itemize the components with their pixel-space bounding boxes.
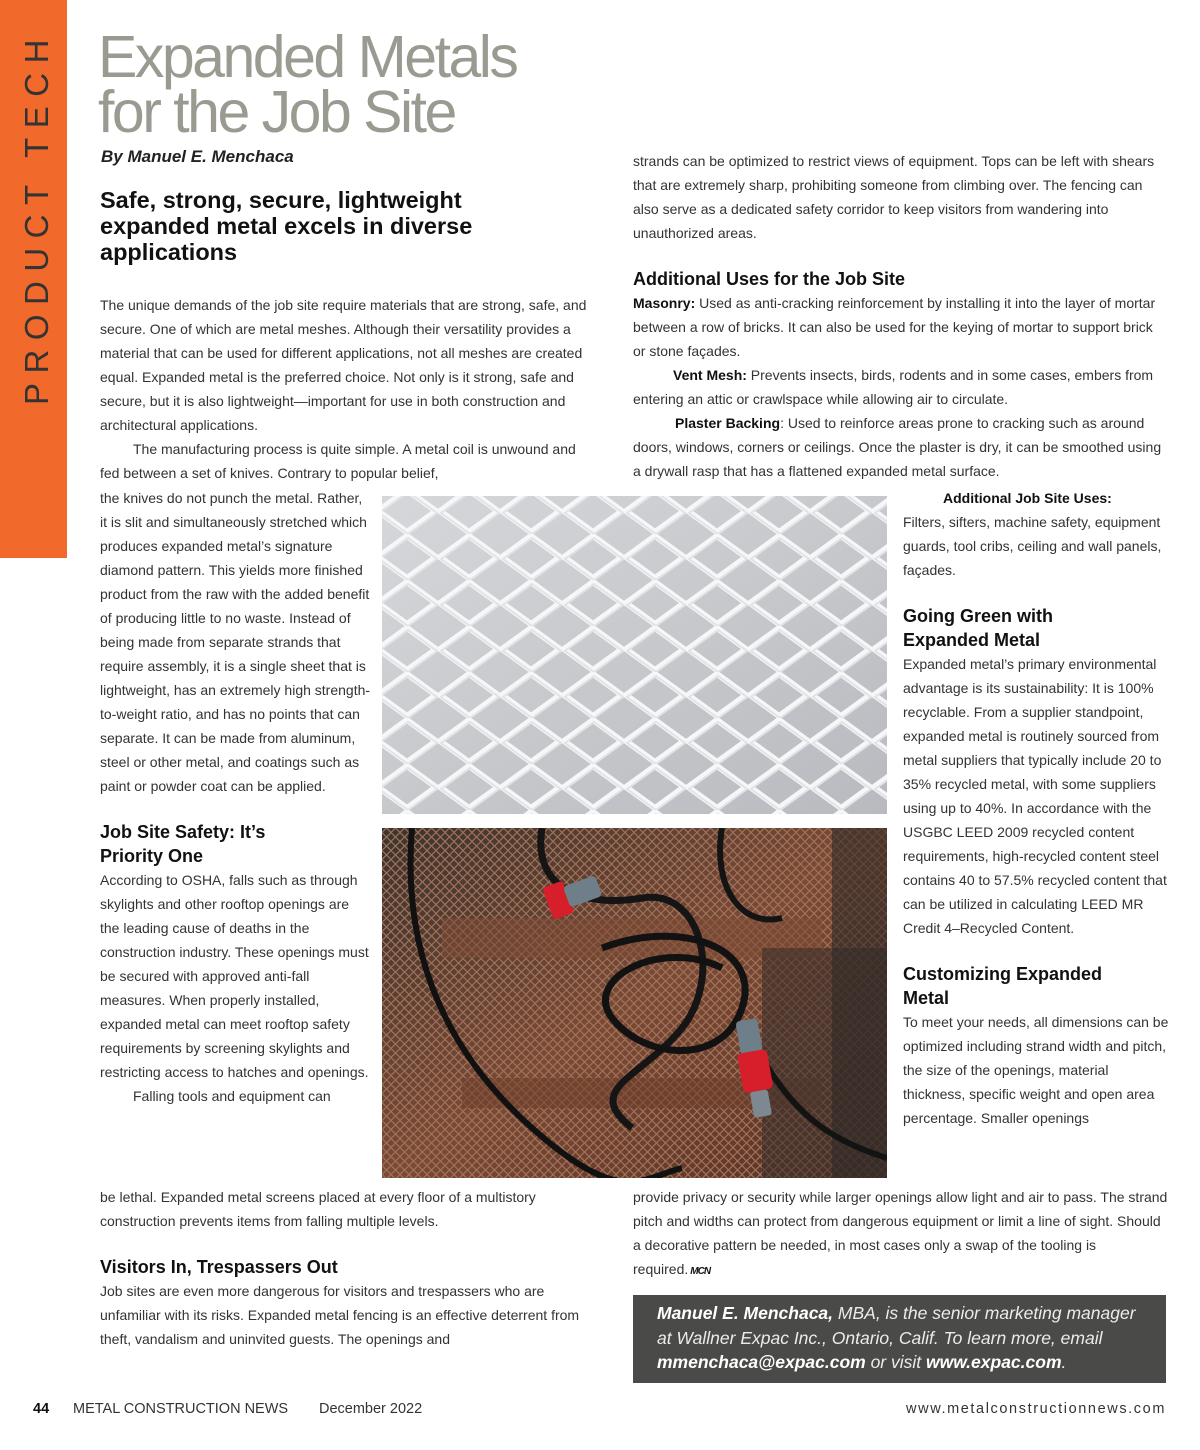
bio-text: .: [1061, 1352, 1067, 1372]
col2-lower: [633, 1185, 1168, 1284]
plaster-label: Plaster Backing: [675, 415, 781, 431]
expanded-metal-mesh-photo: [382, 496, 887, 814]
mesh-pattern-image: [382, 496, 887, 814]
bio-website-link[interactable]: www.expac.com: [926, 1352, 1062, 1372]
bio-text: MBA, is the senior marketing manager at Wallner Expac Inc., Ontario, Calif. To learn more, email: [657, 1303, 1136, 1348]
paragraph: be lethal. Expanded metal screens placed at every floor of a multistory construction prevents items from falling multiple levels.: [100, 1189, 536, 1229]
paragraph: Expanded metal’s primary environmental advantage is its sustainability: It is 100% recyclable. From a supplier standpoint, expanded metal is routinely sourced from metal suppliers that typically include 20 to 35% recycled metal, with some suppliers using up to 40%. In accordance with the USGBC LEED 2009 recycled content requirements, high-recycled content steel contains 40 to 57.5% recycled content that can be utilized in calculating LEED MR Credit 4–Recycled Content.: [903, 656, 1167, 936]
author-bio-box: [633, 1295, 1166, 1383]
plaster-text: : Used to reinforce areas prone to cracking such as around doors, windows, corners or ceilings. Once the plaster is dry, it can be smoothed using a drywall rasp that has a flattened expanded metal surface.: [633, 415, 1162, 479]
vent-text: Prevents insects, birds, rodents and in some cases, embers from entering an attic or crawlspace while allowing air to circulate.: [633, 367, 1154, 407]
bio-text: or visit: [865, 1352, 926, 1372]
heading-customizing: Customizing Expanded Metal: [903, 964, 1103, 1008]
magazine-name: METAL CONSTRUCTION NEWS: [73, 1401, 289, 1417]
cables-on-grating-photo: [382, 828, 887, 1178]
col1-intro: [100, 293, 596, 485]
bio-email-link[interactable]: mmenchaca@expac.com: [657, 1352, 866, 1372]
title-line-1: Expanded Metals: [98, 24, 517, 90]
paragraph: The unique demands of the job site require materials that are strong, safe, and secure. One of which are metal meshes. Although their versatility provides a material that can be used for different applications, not all meshes are created equal. Expanded metal is the preferred choice. Not only is it strong, safe and secure, but it is also lightweight—important for use in both construction and architectural applications.: [100, 297, 587, 433]
heading-going-green: Going Green with Expanded Metal: [903, 606, 1054, 650]
custom-text: provide privacy or security while larger openings allow light and air to pass. The strand pitch and widths can protect from dangerous equipment or limit a line of sight. Should a decorative pattern be needed, in most cases only a swap of the tooling is required.: [633, 1189, 1168, 1277]
footer-website[interactable]: www.metalconstructionnews.com: [906, 1401, 1166, 1417]
byline: By Manuel E. Menchaca: [101, 147, 294, 166]
additional-label: Additional Job Site Uses:: [943, 490, 1112, 506]
bio-author-name: Manuel E. Menchaca,: [657, 1303, 834, 1323]
article-title: [98, 24, 658, 145]
paragraph-additional: [903, 486, 1170, 510]
masonry-text: Used as anti-cracking reinforcement by installing it into the layer of mortar between a row of bricks. It can also be used for the keying of mortar to support brick or stone façades.: [633, 295, 1156, 359]
paragraph: Filters, sifters, machine safety, equipment guards, tool cribs, ceiling and wall panels, façades.: [903, 514, 1162, 578]
heading-job-site-safety: Job Site Safety: It’s Priority One: [100, 822, 266, 866]
issue-date: December 2022: [319, 1401, 423, 1417]
heading-additional-uses: Additional Uses for the Job Site: [633, 269, 906, 289]
paragraph: The manufacturing process is quite simple. A metal coil is unwound and fed between a set of knives. Contrary to popular belief,: [100, 441, 576, 481]
paragraph: To meet your needs, all dimensions can be optimized including strand width and pitch, the size of the openings, material thickness, specific weight and open area percentage. Smaller openings: [903, 1014, 1169, 1126]
page-number: 44: [33, 1401, 50, 1417]
deck: Safe, strong, secure, lightweight expanded metal excels in diverse applications: [100, 187, 473, 265]
paragraph: strands can be optimized to restrict views of equipment. Tops can be left with shears that are extremely sharp, prohibiting someone from climbing over. The fencing can also serve as a dedicated safety corridor to keep visitors from wandering into unauthorized areas.: [633, 153, 1155, 241]
paragraph: [633, 1185, 1168, 1284]
title-line-2: for the Job Site: [98, 79, 455, 145]
paragraph-masonry: [633, 291, 1168, 363]
heading-visitors: Visitors In, Trespassers Out: [100, 1257, 338, 1277]
col1-lower: [100, 1185, 596, 1351]
cables-image: [382, 828, 887, 1178]
col2-narrow: [903, 486, 1170, 1130]
paragraph: Job sites are even more dangerous for visitors and trespassers who are unfamiliar with its risks. Expanded metal fencing is an effective deterrent from theft, vandalism and uninvited guests. The openings and: [100, 1283, 580, 1347]
masonry-label: Masonry:: [633, 295, 696, 311]
col1-narrow: [100, 486, 372, 1108]
section-label: PRODUCT TECH: [18, 30, 55, 405]
paragraph-plaster: [633, 411, 1168, 483]
section-sidebar: [0, 0, 67, 558]
paragraph: According to OSHA, falls such as through skylights and other rooftop openings are the leading cause of deaths in the construction industry. These openings must be secured with approved anti-fall measures. When properly installed, expanded metal can meet rooftop safety requirements by screening skylights and restricting access to hatches and openings.: [100, 872, 369, 1080]
paragraph-vent: [633, 363, 1168, 411]
end-mark-logo: MCN: [690, 1266, 711, 1277]
paragraph: the knives do not punch the metal. Rather, it is slit and simultaneously stretched which produces expanded metal’s signature diamond pattern. This yields more finished product from the raw with the added benefit of producing little to no waste. Instead of being made from separate strands that require assembly, it is a single sheet that is lightweight, has an extremely high strength-to-weight ratio, and has no points that can separate. It can be made from aluminum, steel or other metal, and coatings such as paint or powder coat can be applied.: [100, 490, 371, 794]
col2-upper: [633, 149, 1168, 483]
paragraph: Falling tools and equipment can: [133, 1088, 331, 1104]
vent-label: Vent Mesh:: [673, 367, 747, 383]
